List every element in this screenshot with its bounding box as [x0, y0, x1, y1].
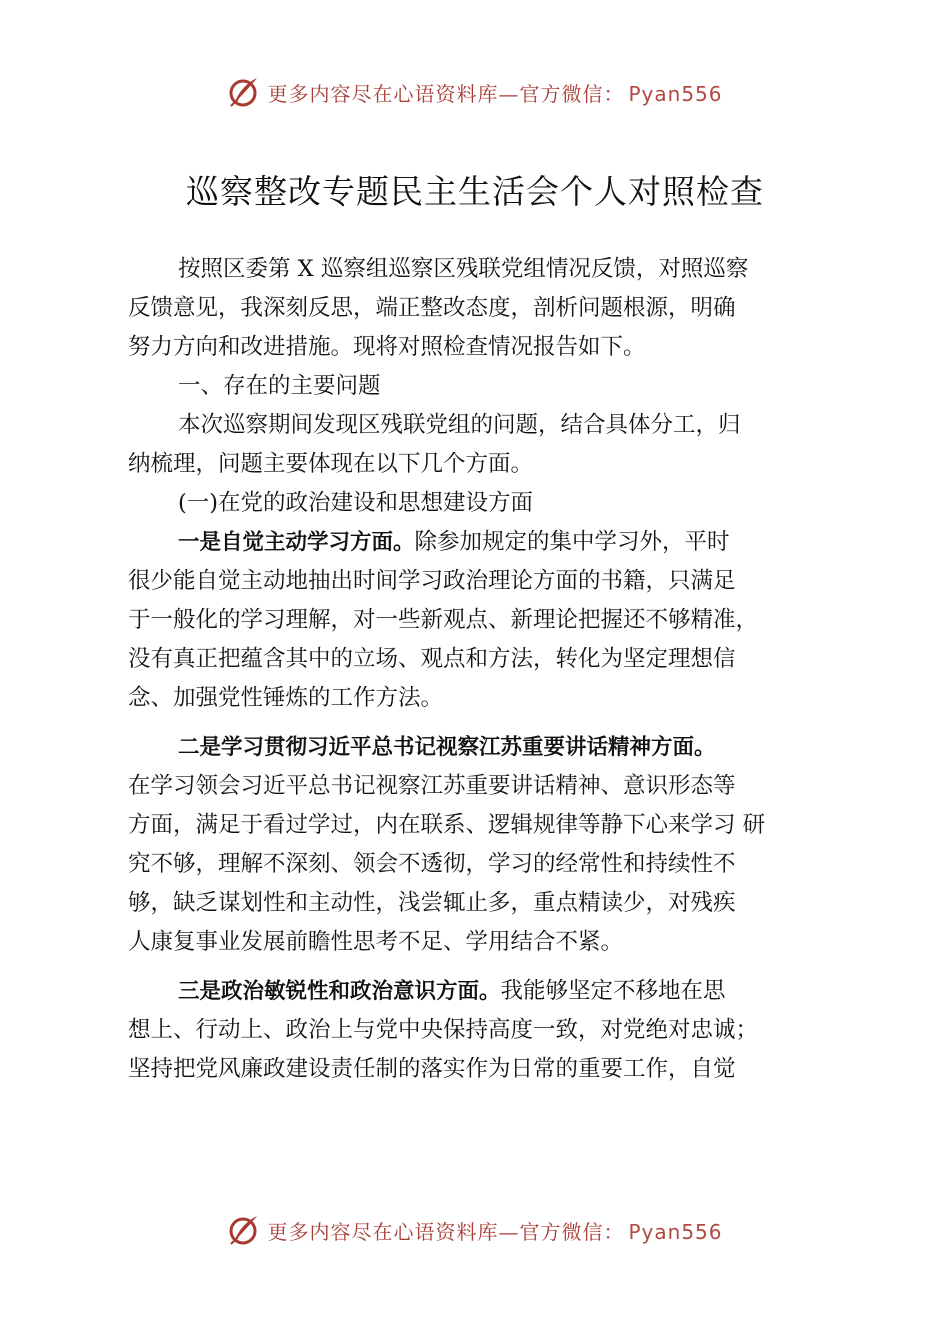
- paragraph-line: [128, 289, 828, 328]
- text-segment: 反馈意见，我深刻反思，端正整改态度，剖析问题根源，明确: [128, 295, 736, 321]
- paragraph-line: 究不够，理解不深刻、领会不透彻，学习的经常性和持续性不: [128, 851, 736, 877]
- paragraph-line: 坚持把党风廉政建设责任制的落实作为日常的重要工作，自觉: [128, 1056, 736, 1082]
- paragraph-line: 念、加强党性锤炼的工作方法。: [128, 685, 444, 711]
- section-heading: 一、存在的主要问题: [178, 373, 381, 399]
- text-segment: 我能够坚定不移地在思: [500, 978, 726, 1004]
- watermark-id: Pyan556: [628, 1219, 723, 1244]
- paragraph-line: [128, 250, 828, 289]
- paragraph-line: 没有真正把蕴含其中的立场、观点和方法，转化为坚定理想信: [128, 646, 736, 672]
- paragraph-line: 本次巡察期间发现区残联党组的问题，结合具体分工，归: [178, 412, 741, 438]
- bold-lead-heading: 二是学习贯彻习近平总书记视察江苏重要讲话精神方面。: [178, 735, 716, 760]
- paragraph-line: [128, 728, 828, 767]
- watermark-banner-bottom: [0, 1210, 950, 1250]
- bold-lead-heading: 三是政治敏锐性和政治意识方面。: [178, 979, 501, 1004]
- paragraph-line: 纳梳理，问题主要体现在以下几个方面。: [128, 451, 534, 477]
- paragraph-line: [128, 523, 828, 562]
- quill-logo-icon: [227, 75, 261, 109]
- paragraph-line: [128, 972, 828, 1011]
- paragraph-line: 够，缺乏谋划性和主动性，浅尝辄止多，重点精读少，对残疾: [128, 890, 736, 916]
- paragraph-line: 于一般化的学习理解，对一些新观点、新理论把握还不够精准，: [128, 607, 759, 633]
- paragraph-line: 努力方向和改进措施。现将对照检查情况报告如下。: [128, 334, 646, 360]
- paragraph-line: 方面，满足于看过学过，内在联系、逻辑规律等静下心来学习 研: [128, 812, 766, 838]
- subsection-heading: (一)在党的政治建设和思想建设方面: [178, 490, 534, 516]
- paragraph-line: 想上、行动上、政治上与党中央保持高度一致，对党绝对忠诚；: [128, 1017, 759, 1043]
- watermark-text: 更多内容尽在心语资料库—官方微信： Pyan556: [267, 81, 723, 106]
- paragraph-line: 很少能自觉主动地抽出时间学习政治理论方面的书籍，只满足: [128, 568, 736, 594]
- watermark-id: Pyan556: [628, 81, 723, 106]
- quill-logo-icon: [227, 1213, 261, 1247]
- text-segment: 按照区委第 X 巡察组巡察区残联党组情况反馈，对照巡察: [178, 256, 749, 282]
- watermark-banner-top: [0, 72, 950, 112]
- document-title: 巡察整改专题民主生活会个人对照检查: [186, 172, 764, 211]
- paragraph-line: 人康复事业发展前瞻性思考不足、学用结合不紧。: [128, 929, 624, 955]
- watermark-text: 更多内容尽在心语资料库—官方微信： Pyan556: [267, 1219, 723, 1244]
- text-segment: 除参加规定的集中学习外，平时: [414, 529, 730, 555]
- bold-lead-heading: 一是自觉主动学习方面。: [178, 530, 415, 555]
- paragraph-line: 在学习领会习近平总书记视察江苏重要讲话精神、意识形态等: [128, 773, 736, 799]
- document-body: [128, 250, 828, 1089]
